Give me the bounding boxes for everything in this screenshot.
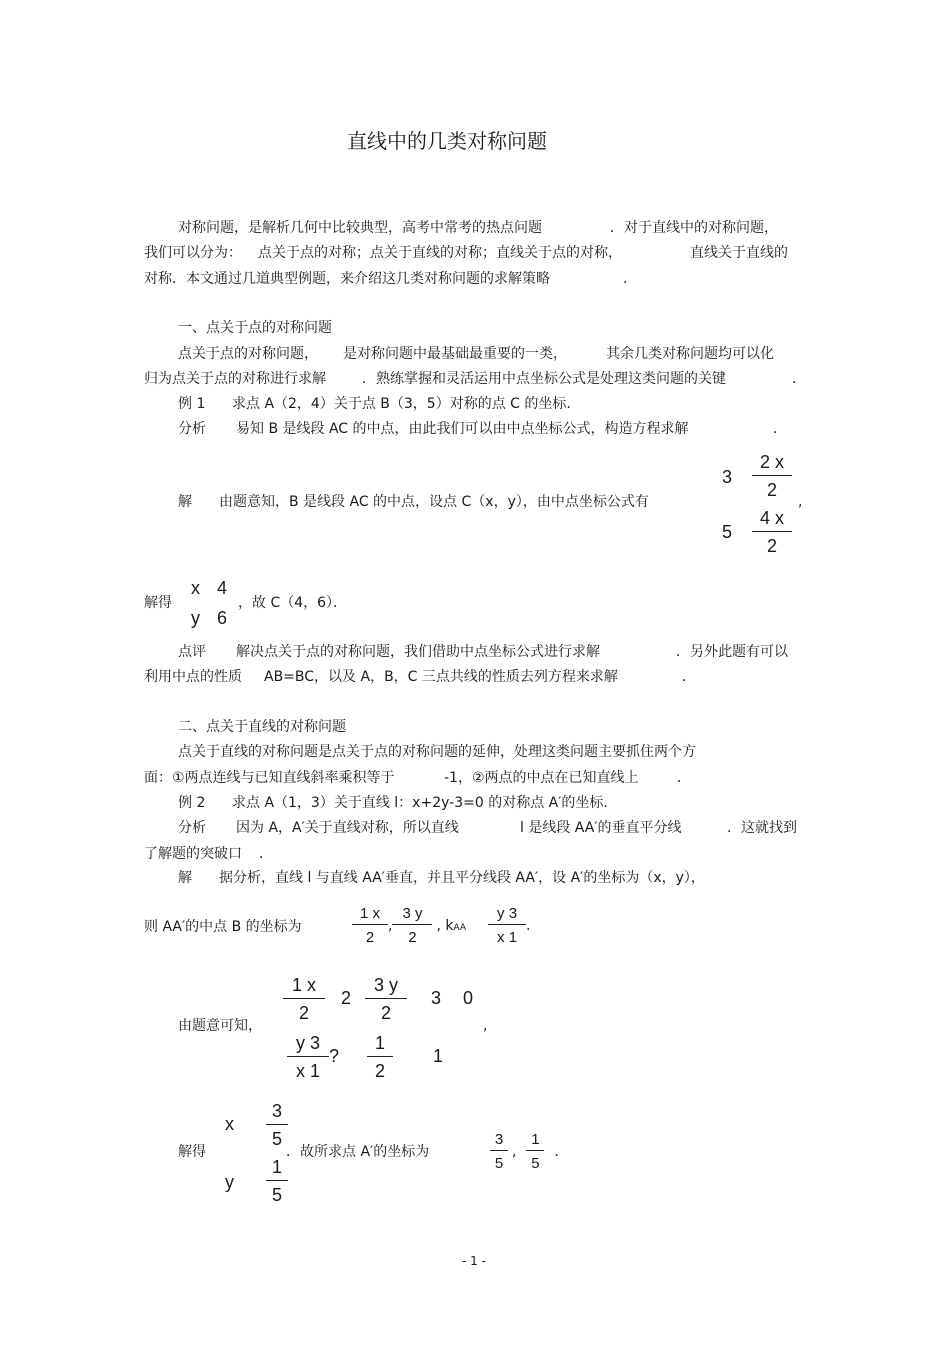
ry-num: 1 (266, 1157, 288, 1181)
analysis-2-line-2: 了解题的突破口 (144, 846, 242, 862)
ans-b-den: 5 (531, 1155, 540, 1172)
analysis-2-label: 分析 (178, 820, 206, 836)
mid-end: . (526, 918, 531, 934)
sys1-r1-num: 2 x (752, 452, 792, 476)
section-1-heading: 一、点关于点的对称问题 (178, 320, 332, 336)
eq2-q: ? (329, 1046, 340, 1066)
analysis-2-line-2-end: ． (259, 846, 273, 862)
intro-line-2b: 点关于点的对称；点关于直线的对称；直线关于点的对称， (258, 245, 622, 261)
eq1-zero: 0 (463, 988, 474, 1008)
example-1-label: 例 1 (178, 396, 206, 412)
sys1-r2-den: 2 (766, 536, 777, 556)
rx-num: 3 (266, 1101, 288, 1125)
mid-f2-num: 3 y (392, 905, 432, 925)
s1-para-1a: 点关于点的对称问题， (178, 346, 318, 362)
intro-line-1b: ．对于直线中的对称问题， (610, 220, 778, 236)
mid-sep: , (388, 918, 393, 934)
review-line-2a: 利用中点的性质 (144, 669, 242, 685)
result-1-text: ，故 C（4，6）． (238, 595, 348, 611)
review-line-2b: AB=BC，以及 A，B，C 三点共线的性质去列方程来求解 (264, 669, 618, 685)
mid-f3-den: x 1 (497, 929, 518, 946)
eq2-f1-den: x 1 (295, 1061, 320, 1081)
analysis-1-label: 分析 (178, 421, 206, 437)
analysis-1-text: 易知 B 是线段 AC 的中点，由此我们可以由中点坐标公式，构造方程求解 (236, 421, 689, 437)
intro-line-1a: 对称问题，是解析几何中比较典型，高考中常考的热点问题 (178, 220, 542, 236)
intro-line-3a: 对称．本文通过几道典型例题，来介绍这几类对称问题的求解策略 (144, 271, 550, 287)
intro-line-3b: ． (623, 271, 637, 287)
review-text-a: 解决点关于点的对称问题，我们借助中点坐标公式进行求解 (236, 644, 600, 660)
sys1-r1-left: 3 (722, 467, 733, 487)
eq1-c3: 3 (431, 988, 442, 1008)
ry-den: 5 (271, 1185, 282, 1205)
eq1-f2-num: 3 y (365, 975, 407, 999)
eq2-f1-num: y 3 (287, 1033, 329, 1057)
solution-1-label: 解 (178, 494, 192, 510)
result-2-x-fraction (266, 1101, 288, 1150)
s1-para-2c: ． (792, 371, 806, 387)
mid-f2-den: 2 (408, 929, 417, 946)
s1-para-2b: ．熟练掌握和灵活运用中点坐标公式是处理这类问题的关键 (362, 371, 726, 387)
analysis-2-text-a: 因为 A，A′关于直线对称，所以直线 (236, 820, 459, 836)
solution-2-label: 解 (178, 870, 192, 886)
result-1-y: y 6 (191, 608, 228, 628)
rx-den: 5 (271, 1129, 282, 1149)
eq2-f2-num: 1 (367, 1033, 393, 1057)
eq2-f2-den: 2 (375, 1061, 386, 1081)
sys2-eq2 (287, 1033, 443, 1082)
example-1-text: 求点 A（2，4）关于点 B（3，5）对称的点 C 的坐标． (232, 396, 581, 412)
eq1-f1-den: 2 (298, 1003, 309, 1023)
intro-line-2a: 我们可以分为： (144, 245, 242, 261)
ans-a-num: 3 (490, 1131, 508, 1151)
solution-2-text: 据分析，直线 l 与直线 AA′垂直，并且平分线段 AA′，设 A′的坐标为（x，y）， (219, 870, 705, 886)
ans-b-num: 1 (526, 1131, 544, 1151)
result-2-text: ．故所求点 A′的坐标为 (286, 1144, 430, 1160)
review-label: 点评 (178, 644, 206, 660)
s1-para-1b: 是对称问题中最基础最重要的一类， (343, 346, 567, 362)
sys1-r2-left: 5 (722, 522, 733, 542)
result-2-y-fraction (266, 1157, 288, 1206)
s1-para-2a: 归为点关于点的对称进行求解 (144, 371, 326, 387)
known-text: 由题意可知， (178, 1018, 262, 1034)
mid-f1-den: 2 (365, 929, 375, 946)
example-2-text: 求点 A（1，3）关于直线 l：x+2y-3=0 的对称点 A′的坐标． (232, 795, 618, 811)
ans-end: ． (554, 1144, 569, 1160)
analysis-2-text-c: ．这就找到 (727, 820, 797, 836)
result-2-y: y (225, 1172, 234, 1192)
sys1-r2-fraction (752, 508, 792, 557)
result-2-x: x (225, 1114, 234, 1134)
result-1-x: x 4 (191, 578, 228, 598)
sys2-eq1 (283, 975, 473, 1024)
intro-line-2c: 直线关于直线的 (690, 245, 788, 261)
result-1-label: 解得 (144, 595, 172, 611)
slope-k-sub: AA (453, 923, 467, 933)
review-line-2c: ． (682, 669, 696, 685)
midpoint-text: 则 AA′的中点 B 的坐标为 (144, 919, 302, 935)
s1-para-1c: 其余几类对称问题均可以化 (606, 346, 774, 362)
analysis-1-end: ． (773, 421, 787, 437)
section-2-heading: 二、点关于直线的对称问题 (178, 719, 346, 735)
mid-f1-num: 1 x (352, 905, 388, 925)
sys1-r1-den: 2 (766, 480, 777, 500)
mid-f3-num: y 3 (488, 905, 526, 925)
ans-a-den: 5 (494, 1155, 504, 1172)
eq2-one: 1 (433, 1046, 444, 1066)
eq1-f1-num: 1 x (283, 975, 325, 999)
result-2-label: 解得 (178, 1144, 206, 1160)
sys1-r1-fraction (752, 452, 792, 501)
sys2-comma: , (483, 1018, 488, 1034)
eq1-coef: 2 (341, 988, 352, 1008)
eq1-f2-den: 2 (381, 1003, 392, 1023)
midpoint-expression (352, 905, 531, 946)
example-2-label: 例 2 (178, 795, 206, 811)
answer-coordinates (490, 1131, 568, 1172)
page-number: - 1 - (462, 1254, 486, 1268)
s2-para-1: 点关于直线的对称问题是点关于点的对称问题的延伸，处理这类问题主要抓住两个方 (178, 744, 696, 760)
sys1-r2-num: 4 x (752, 508, 792, 532)
review-text-b: ．另外此题有可以 (676, 644, 788, 660)
ans-sep: , (512, 1144, 517, 1160)
sys1-comma: , (798, 494, 803, 510)
solution-1-text: 由题意知，B 是线段 AC 的中点，设点 C（x，y），由中点坐标公式有 (219, 494, 649, 510)
s2-para-2b: -1，②两点的中点在已知直线上 (444, 770, 639, 786)
slope-k: , k (436, 918, 454, 934)
analysis-2-text-b: l 是线段 AA′的垂直平分线 (520, 820, 682, 836)
page-title: 直线中的几类对称问题 (347, 129, 547, 153)
s2-para-2c: ． (677, 770, 691, 786)
s2-para-2a: 面：①两点连线与已知直线斜率乘积等于 (144, 770, 395, 786)
